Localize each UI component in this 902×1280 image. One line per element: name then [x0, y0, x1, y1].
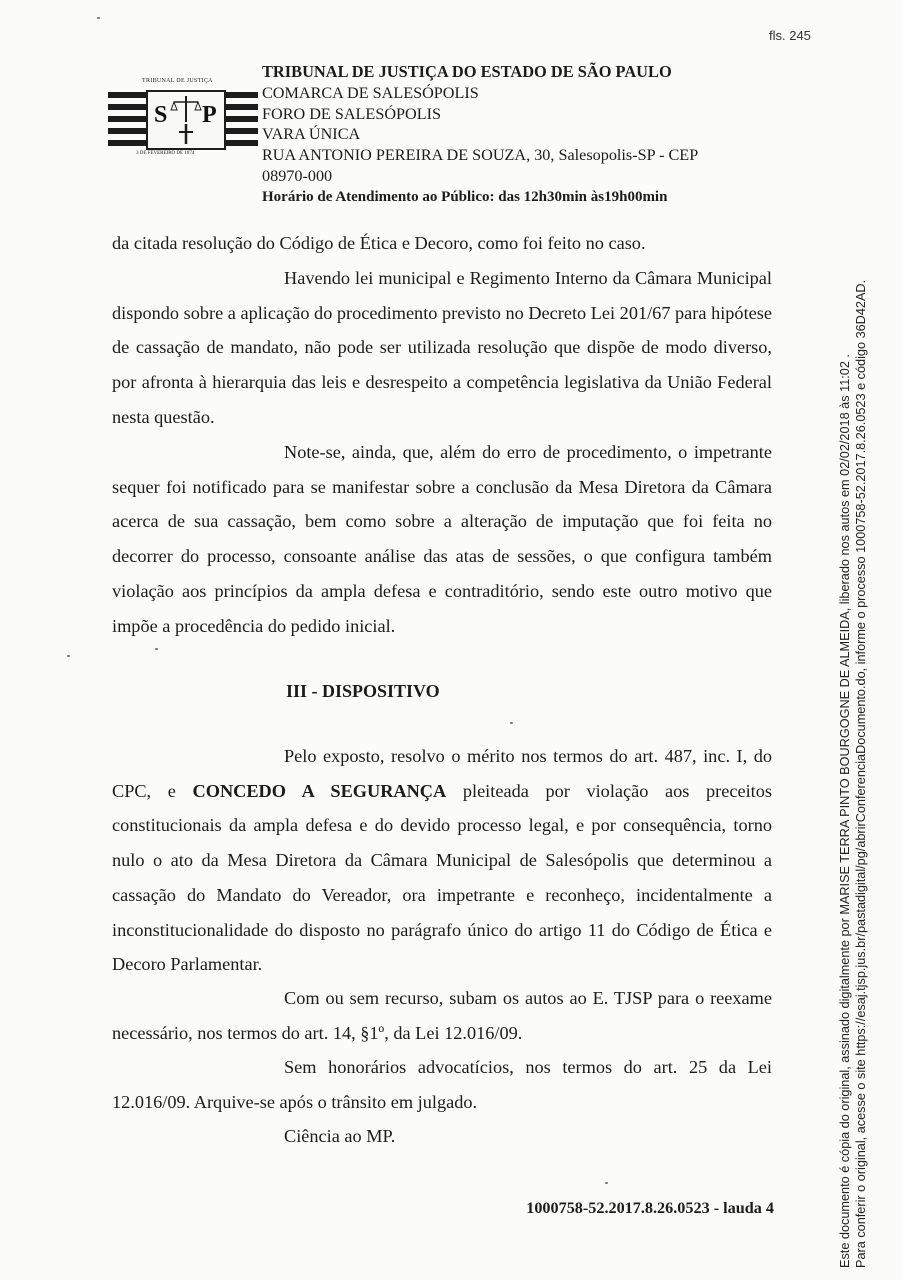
paragraph-6: Sem honorários advocatícios, nos termos do art. 25 da Lei 12.016/09. Arquive-se após o trânsito em julgado. — [112, 1057, 772, 1112]
logo-letter-s: S — [154, 102, 168, 128]
foro-line: FORO DE SALESÓPOLIS — [262, 104, 441, 123]
scan-speck — [155, 648, 158, 650]
court-header — [262, 62, 732, 208]
paragraph-5: Com ou sem recurso, subam os autos ao E. TJSP para o reexame necessário, nos termos do art. 14, §1º, da Lei 12.016/09. — [112, 988, 772, 1043]
comarca-line: COMARCA DE SALESÓPOLIS — [262, 83, 479, 102]
page-number-label: fls. 245 — [769, 28, 811, 43]
digital-signature-note — [838, 203, 869, 1268]
section-heading: III - DISPOSITIVO — [286, 681, 440, 701]
granted-phrase: CONCEDO A SEGURANÇA — [192, 780, 447, 801]
address-line-2: 08970-000 — [262, 166, 333, 185]
paragraph-2: Havendo lei municipal e Regimento Interno da Câmara Municipal dispondo sobre a aplicação do procedimento previsto no Decreto Lei 201/67 para hipótese de cassação de mandato, não pode ser utilizada resolução que dispõe de modo diverso, por afronta à hierarquia das leis e desrespeito a competência legislativa da União Federal nesta questão. — [112, 268, 772, 427]
vara-line: VARA ÚNICA — [262, 125, 361, 144]
court-seal-logo — [108, 78, 258, 164]
paragraph-1: da citada resolução do Código de Ética e Decoro, como foi feito no caso. — [112, 233, 646, 253]
paragraph-3: Note-se, ainda, que, além do erro de procedimento, o impetrante sequer foi notificado para se manifestar sobre a conclusão da Mesa Diretora da Câmara acerca de sua cassação, bem como sobre a alteração de imputação que foi feita no decorrer do processo, consoante análise das atas de sessões, o que configura também violação aos princípios da ampla defesa e contraditório, sendo este outro motivo que impõe a procedência do pedido inicial. — [112, 442, 772, 636]
logo-letter-p: P — [202, 102, 217, 128]
scan-speck — [97, 17, 100, 19]
paragraph-4: Pelo exposto, resolvo o mérito nos termos do art. 487, inc. I, do CPC, e CONCEDO A SEGURANÇA pleiteada por violação aos preceitos constitucionais da ampla defesa e do devido processo legal, e por consequência, torno nulo o ato da Mesa Diretora da Câmara Municipal de Salesópolis que determinou a cassação do Mandato do Vereador, ora impetrante e reconheço, incidentalmente a inconstitucionalidade do disposto no parágrafo único do artigo 11 do Código de Ética e Decoro Parlamentar. — [112, 746, 772, 975]
scan-speck — [67, 655, 70, 657]
office-hours: Horário de Atendimento ao Público: das 12h30min às19h00min — [262, 188, 668, 205]
signature-note-line-1: Este documento é cópia do original, assinado digitalmente por MARISE TERRA PINTO BOURGOGNE DE ALMEIDA, liberado nos autos em 02/02/2018 às 11:02 . — [838, 354, 852, 1268]
process-reference: 1000758-52.2017.8.26.0523 - lauda 4 — [526, 1199, 774, 1217]
logo-bottom-text: 3 DE FEVEREIRO DE 1874 — [136, 151, 195, 156]
seal-emblem — [146, 90, 226, 150]
scan-speck — [605, 1182, 608, 1184]
scan-speck — [510, 722, 513, 724]
logo-top-text: TRIBUNAL DE JUSTIÇA — [142, 78, 213, 84]
paragraph-7: Ciência ao MP. — [284, 1126, 396, 1146]
court-name: TRIBUNAL DE JUSTIÇA DO ESTADO DE SÃO PAULO — [262, 62, 672, 81]
address-line-1: RUA ANTONIO PEREIRA DE SOUZA, 30, Salesopolis-SP - CEP — [262, 146, 699, 165]
signature-note-line-2: Para conferir o original, acesse o site https://esaj.tjsp.jus.br/pastadigital/pg/abrirConferenciaDocumento.do, informe o processo 1000758-52.2017.8.26.0523 e código 36D42AD. — [853, 279, 868, 1268]
